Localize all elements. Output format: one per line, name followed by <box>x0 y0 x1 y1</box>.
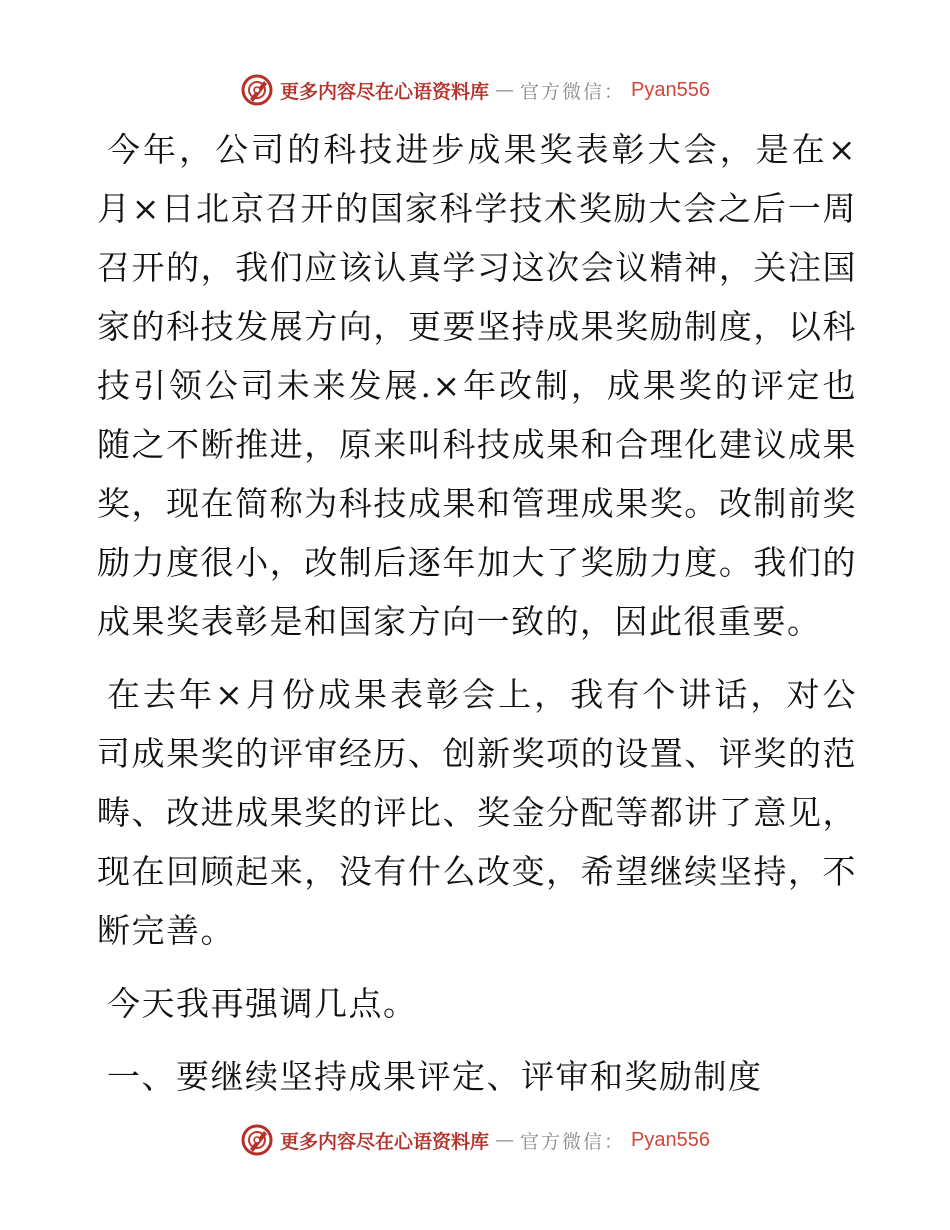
section-heading: 一、要继续坚持成果评定、评审和奖励制度 <box>107 1057 763 1096</box>
header-watermark <box>0 70 950 110</box>
watermark-label: 官方微信： <box>520 1130 626 1153</box>
watermark-wechat-id: Pyan556 <box>631 78 710 101</box>
watermark-main-text: 更多内容尽在心语资料库 <box>280 80 490 103</box>
paragraph-3: 今天我再强调几点。 <box>107 984 418 1023</box>
watermark-main-text: 更多内容尽在心语资料库 <box>280 1130 490 1153</box>
watermark-label: 官方微信： <box>520 80 626 103</box>
paragraph-2: 在去年×月份成果表彰会上，我有个讲话，对公司成果奖的评审经历、创新奖项的设置、评奖的范畴、改进成果奖的评比、奖金分配等都讲了意见，现在回顾起来，没有什么改变，希望继续坚持，不断完善。 <box>97 675 857 950</box>
document-body <box>97 120 857 1106</box>
logo-seal-icon <box>240 1123 274 1157</box>
watermark-dash: — <box>495 1129 515 1151</box>
watermark-dash: — <box>495 79 515 101</box>
footer-watermark <box>0 1120 950 1160</box>
watermark-wechat-id: Pyan556 <box>631 1128 710 1151</box>
paragraph-1: 今年，公司的科技进步成果奖表彰大会，是在×月×日北京召开的国家科学技术奖励大会之后一周召开的，我们应该认真学习这次会议精神，关注国家的科技发展方向，更要坚持成果奖励制度，以科技引领公司未来发展.×年改制，成果奖的评定也随之不断推进，原来叫科技成果和合理化建议成果奖，现在简称为科技成果和管理成果奖。改制前奖励力度很小，改制后逐年加大了奖励力度。我们的成果奖表彰是和国家方向一致的，因此很重要。 <box>97 130 857 641</box>
logo-seal-icon <box>240 73 274 107</box>
